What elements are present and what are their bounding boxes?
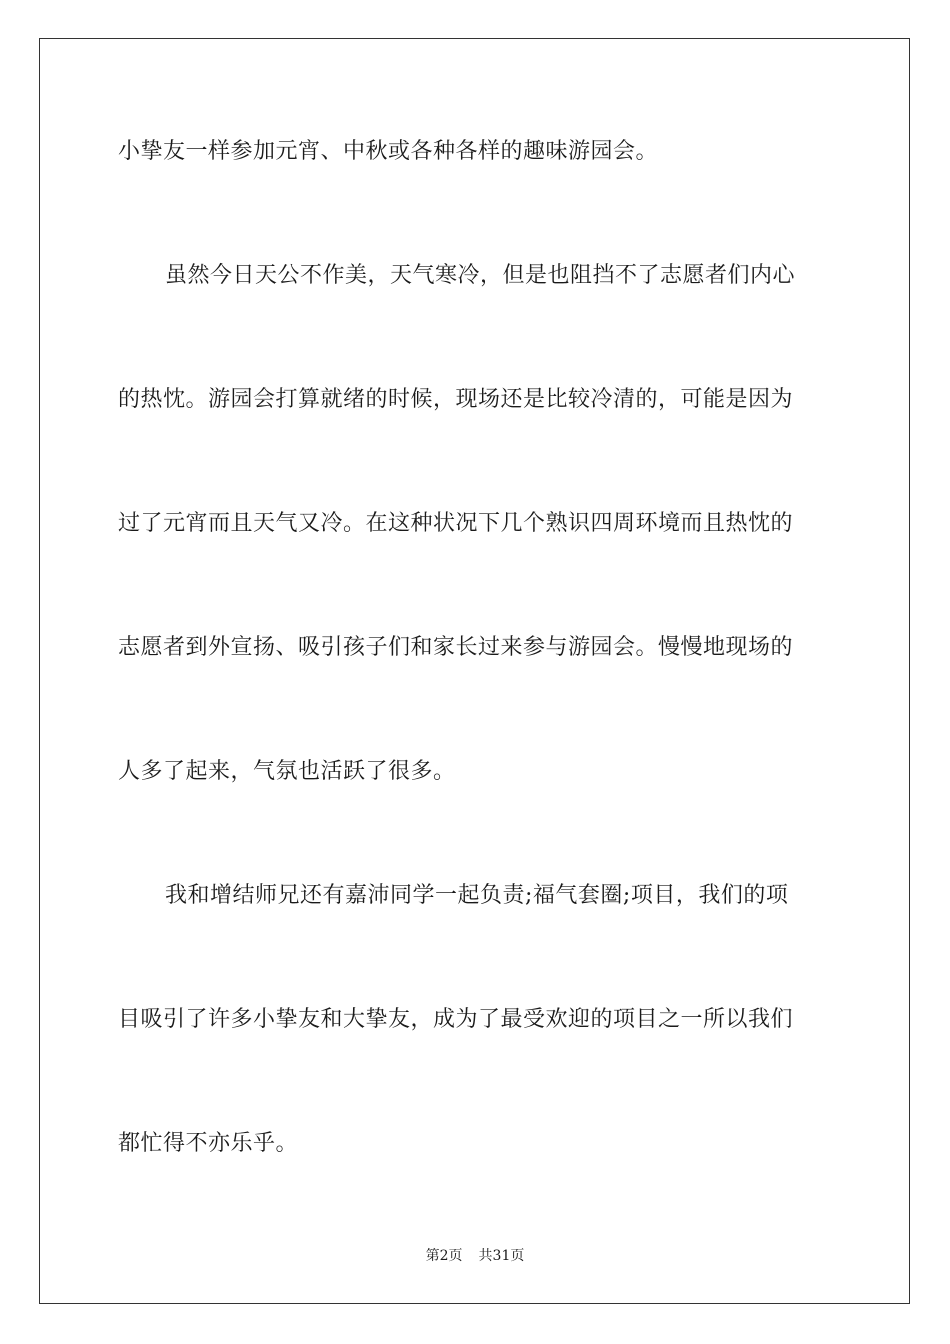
text-line: 虽然今日天公不作美，天气寒冷，但是也阻挡不了志愿者们内心 (165, 263, 796, 288)
text-line: 都忙得不亦乐乎。 (118, 1131, 299, 1156)
text-line: 人多了起来，气氛也活跃了很多。 (118, 759, 456, 784)
text-line: 过了元宵而且天气又冷。在这种状况下几个熟识四周环境而且热忱的 (118, 511, 794, 536)
text-line: 的热忱。游园会打算就绪的时候，现场还是比较冷清的，可能是因为 (118, 387, 794, 412)
page-footer (0, 1247, 950, 1265)
text-line: 目吸引了许多小挚友和大挚友，成为了最受欢迎的项目之一所以我们 (118, 1007, 794, 1032)
total-pages: 共31页 (478, 1248, 525, 1264)
text-line: 小挚友一样参加元宵、中秋或各种各样的趣味游园会。 (118, 139, 659, 164)
text-line: 志愿者到外宣扬、吸引孩子们和家长过来参与游园会。慢慢地现场的 (118, 635, 794, 660)
page-number: 第2页 (425, 1248, 463, 1264)
page-border (39, 38, 910, 1304)
text-line: 我和增结师兄还有嘉沛同学一起负责;福气套圈;项目，我们的项 (165, 883, 789, 908)
